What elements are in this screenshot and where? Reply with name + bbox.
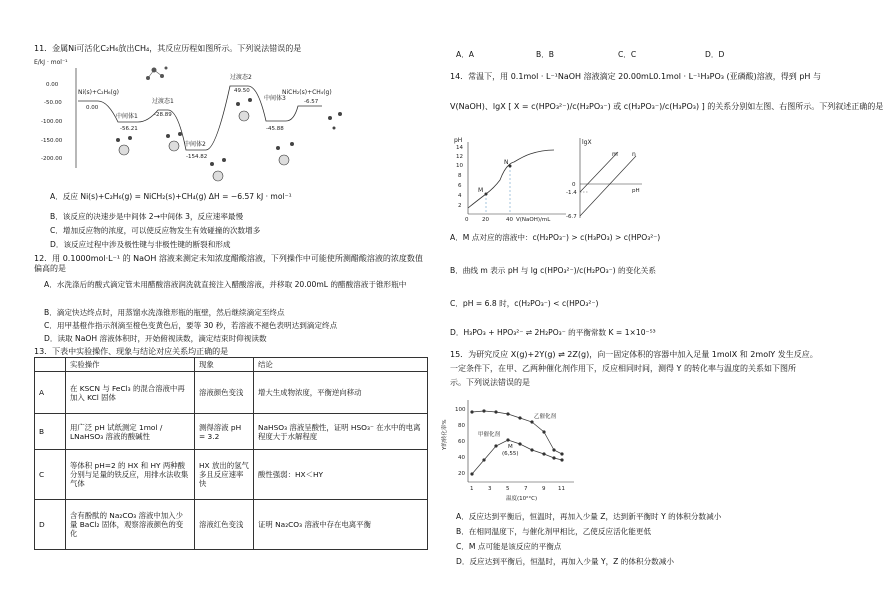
q14-left-ytick: 6: [458, 183, 462, 189]
q14-label-m: m: [612, 151, 618, 158]
q15-ytick: 40: [458, 455, 465, 461]
q11-ytick: -50.00: [44, 100, 62, 106]
q14-line-n: [580, 156, 636, 216]
table-row: [35, 500, 428, 550]
table-row: [35, 372, 428, 414]
table-cell: 测得溶液 pH = 3.2: [195, 414, 254, 450]
q15-point-m-value: (6,55): [502, 451, 519, 457]
q15-title-line3: 示。下列说法错误的是: [450, 378, 530, 387]
table-cell: 酸性强弱：HX＜HY: [254, 450, 428, 500]
q11-ts1-value: -28.89: [154, 112, 172, 118]
q14-left-ytick: 2: [458, 203, 462, 209]
q14-left-xtick: 0: [465, 217, 469, 223]
q15-option-b: B．在相同温度下，与催化剂甲相比，乙使反应活化能更低: [456, 527, 652, 536]
q12-option-a: A．水洗涤后的酸式滴定管未用醋酸溶液润洗就直接注入醋酸溶液，并移取 20.00mL 的醋酸溶液于锥形瓶中: [44, 280, 407, 289]
q11-int2-value: -154.82: [186, 154, 208, 160]
table-cell: NaHSO₃ 溶液呈酸性，证明 HSO₃⁻ 在水中的电离程度大于水解程度: [254, 414, 428, 450]
q14-right-ytick: 0: [572, 182, 576, 188]
molecule-icon: [146, 67, 168, 81]
q11-int2-label: 中间体2: [184, 141, 206, 148]
q14-left-xtick: 40: [506, 217, 513, 223]
table-cell: D: [35, 500, 66, 550]
q11-option-d: D．该反应过程中涉及极性键与非极性键的断裂和形成: [50, 240, 231, 249]
table-header-cell: 结论: [254, 358, 428, 372]
q15-option-d: D．反应达到平衡后，恒温时，再加入少量 Y，Z 的体积分数减小: [456, 557, 674, 566]
q15-xtick: 1: [470, 486, 474, 492]
table-cell: B: [35, 414, 66, 450]
q11-int3-label: 中间体3: [264, 95, 286, 102]
q14-option-d: D．H₃PO₃ + HPO₃²⁻ ⇌ 2H₂PO₃⁻ 的平衡常数 K = 1×10⁻⁵³: [450, 328, 656, 337]
molecule-icon: [116, 98, 342, 166]
q13-answer-c: C．C: [618, 50, 637, 59]
q15-ylabel: Y的转化率%: [442, 419, 448, 450]
q14-option-a: A．M 点对应的溶液中：c(H₂PO₃⁻) > c(H₃PO₃) > c(HPO₃²⁻): [450, 233, 661, 242]
q14-left-xlabel: V(NaOH)/mL: [516, 217, 551, 223]
q14-titration-curve: [468, 150, 554, 208]
table-cell: A: [35, 372, 66, 414]
q11-end-label: NiCH₂(s)+CH₄(g): [282, 89, 332, 96]
q14-left-ylabel: pH: [454, 137, 463, 144]
table-cell: 增大生成物浓度，平衡逆向移动: [254, 372, 428, 414]
q14-point-n: N: [504, 159, 509, 166]
q14-right-ylabel: lgX: [582, 139, 592, 146]
table-cell: 证明 Na₂CO₃ 溶液中存在电离平衡: [254, 500, 428, 550]
q14-title-line1: 14．常温下，用 0.1mol · L⁻¹NaOH 溶液滴定 20.00mL0.1mol · L⁻¹H₃PO₃ (亚磷酸)溶液，得到 pH 与: [450, 72, 821, 81]
table-row: [35, 450, 428, 500]
q11-yticks: [41, 82, 63, 162]
q14-titration-chart: [450, 134, 570, 224]
q11-int3-value: -45.88: [266, 126, 284, 132]
q13-answer-a: A．A: [456, 50, 474, 59]
q11-ytick: -200.00: [41, 156, 63, 162]
q11-title: 11．金属Ni可活化C₂H₆放出CH₄，其反应历程如图所示。下列说法错误的是: [34, 44, 302, 53]
q15-title-line2: 一定条件下，在甲、乙两种催化剂作用下，反应相同时间，测得 Y 的转化率与温度的关系如下图所: [450, 364, 796, 373]
q15-series-jia-points: [470, 438, 563, 475]
q13-answer-b: B．B: [536, 50, 555, 59]
q14-point-m: M: [478, 187, 484, 194]
q14-line-m: [580, 152, 618, 192]
table-cell: C: [35, 450, 66, 500]
q15-conversion-chart: [442, 394, 580, 504]
q12-option-b: B．滴定快达终点时，用蒸馏水洗涤锥形瓶的瓶壁，然后继续滴定至终点: [44, 308, 285, 317]
q15-xtick: 7: [524, 486, 528, 492]
q11-ytick: 0.00: [46, 82, 59, 88]
q11-int1-label: 中间体1: [116, 113, 138, 120]
table-cell: HX 放出的氢气多且反应速率快: [195, 450, 254, 500]
q15-ytick: 100: [455, 407, 466, 413]
q14-option-b: B．曲线 m 表示 pH 与 lg c(HPO₃²⁻)/c(H₂PO₃⁻) 的变化关系: [450, 266, 656, 275]
q11-option-a: A．反应 Ni(s)+C₂H₆(g) = NiCH₂(s)+CH₄(g) ΔH = −6.57 kJ · mol⁻¹: [50, 192, 292, 201]
q15-title-line1: 15．为研究反应 X(g)+2Y(g) ⇌ 2Z(g)，向一固定体积的容器中加入足量 1molX 和 2molY 发生反应。: [450, 350, 818, 359]
table-cell: 在 KSCN 与 FeCl₃ 的混合溶液中再加入 KCl 固体: [66, 372, 195, 414]
q15-ytick: 20: [458, 471, 465, 477]
q11-ts2-label: 过渡态2: [230, 74, 252, 81]
table-header-row: [35, 358, 428, 372]
q13-title: 13．下表中实验操作、现象与结论对应关系均正确的是: [34, 347, 229, 356]
q15-ytick: 60: [458, 439, 465, 445]
q11-start-value: 0.00: [86, 105, 99, 111]
q15-point-m: M: [508, 444, 513, 450]
q15-ytick: 80: [458, 423, 465, 429]
q13-table: [34, 357, 428, 550]
q15-xtick: 9: [542, 486, 546, 492]
q15-label-jia: 甲催化剂: [478, 432, 501, 438]
table-cell: 用广泛 pH 试纸测定 1mol / LNaHSO₃ 溶液的酸碱性: [66, 414, 195, 450]
q11-ylabel: E/kJ · mol⁻¹: [34, 59, 68, 66]
q15-xlabel: 温度(10²°C): [506, 496, 538, 502]
q12-option-d: D．读取 NaOH 溶液体积时，开始俯视读数，滴定结束时仰视读数: [44, 334, 267, 343]
q15-option-a: A．反应达到平衡后，恒温时，再加入少量 Z，达到新平衡时 Y 的体积分数减小: [456, 512, 722, 521]
table-header-cell: [35, 358, 66, 372]
q11-int1-value: -56.21: [120, 126, 138, 132]
q14-left-ytick: 10: [456, 163, 463, 169]
q11-ytick: -150.00: [41, 138, 63, 144]
q14-right-ytick: -6.7: [566, 214, 577, 220]
q11-ytick: -100.00: [41, 119, 63, 125]
q11-ts2-value: 49.50: [234, 88, 250, 94]
table-cell: 溶液颜色变浅: [195, 372, 254, 414]
q11-end-value: -6.57: [304, 99, 319, 105]
q11-option-b: B．该反应的决速步是中间体 2→中间体 3，反应速率最慢: [50, 212, 244, 221]
table-cell: 溶液红色变浅: [195, 500, 254, 550]
table-row: [35, 414, 428, 450]
q15-option-c: C．M 点可能是该反应的平衡点: [456, 542, 562, 551]
q11-energy-diagram: [34, 56, 374, 192]
q15-xtick: 11: [558, 486, 565, 492]
q14-lgx-chart: [568, 134, 648, 224]
q14-right-ytick: -1.4: [566, 190, 577, 196]
table-cell: 等体积 pH=2 的 HX 和 HY 两种酸分别与足量的铁反应，用排水法收集气体: [66, 450, 195, 500]
q15-xtick: 5: [506, 486, 510, 492]
q15-xtick: 3: [488, 486, 492, 492]
q14-right-xlabel: pH: [632, 188, 640, 194]
q12-title: 12．用 0.1000mol·L⁻¹ 的 NaOH 溶液来测定未知浓度醋酸溶液，下列操作中可能使所测醋酸溶液的浓度数值偏高的是: [34, 254, 423, 273]
q12-option-c: C．用甲基橙作指示剂滴至橙色变黄色后，要等 30 秒，若溶液不褪色表明达到滴定终点: [44, 321, 338, 330]
q11-start-label: Ni(s)+C₂H₆(g): [78, 89, 119, 96]
q14-label-n: n: [632, 151, 636, 158]
q14-left-ytick: 4: [458, 193, 462, 199]
table-cell: 含有酚酞的 Na₂CO₃ 溶液中加入少量 BaCl₂ 固体，观察溶液颜色的变化: [66, 500, 195, 550]
table-header-cell: 实验操作: [66, 358, 195, 372]
q15-series-jia: [472, 440, 562, 474]
q14-left-ytick: 8: [458, 173, 462, 179]
q13-answer-d: D．D: [705, 50, 725, 59]
table-header-cell: 现象: [195, 358, 254, 372]
q14-left-ytick: 14: [456, 145, 463, 151]
q15-label-yi: 乙催化剂: [534, 414, 557, 420]
q11-option-c: C．增加反应物的浓度，可以使反应物发生有效碰撞的次数增多: [50, 226, 261, 235]
q11-ts1-label: 过渡态1: [152, 98, 174, 105]
q14-title-line2: V(NaOH)、lgX [ X = c(HPO₃²⁻)/c(H₂PO₃⁻) 或 c(H₂PO₃⁻)/c(H₃PO₃) ] 的关系分别如左图、右图所示。下列叙述正确的是: [450, 102, 883, 111]
q14-left-ytick: 12: [456, 154, 463, 160]
q14-option-c: C．pH = 6.8 时，c(H₂PO₃⁻) < c(HPO₃²⁻): [450, 299, 599, 308]
q14-left-xtick: 20: [482, 217, 489, 223]
